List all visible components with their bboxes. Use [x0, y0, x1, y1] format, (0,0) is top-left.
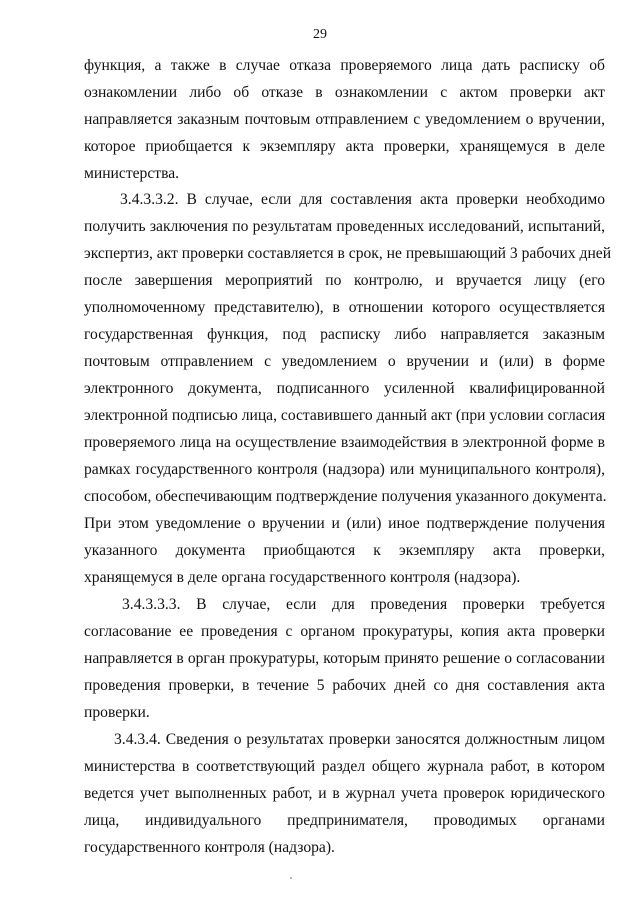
- text-line: 3.4.3.3.3. В случае, если для проведения проверки требуется: [122, 596, 605, 613]
- text-line: электронной подписью лица, составившего данный акт (при условии согласия: [84, 407, 606, 424]
- page-number: 29: [313, 27, 327, 42]
- text-line: проверяемого лица на осуществление взаимодействия в электронной форме в: [84, 434, 605, 451]
- text-line: которое приобщается к экземпляру акта проверки, хранящемуся в деле: [84, 138, 605, 155]
- text-line: направляется заказным почтовым отправлением с уведомлением о вручении,: [84, 111, 605, 128]
- text-line: государственного контроля (надзора).: [84, 839, 335, 856]
- text-line: проведения проверки, в течение 5 рабочих дней со дня составления акта: [84, 677, 605, 694]
- text-line: после завершения мероприятий по контролю, и вручается лицу (его: [84, 272, 605, 289]
- text-line: рамках государственного контроля (надзора) или муниципального контроля),: [84, 461, 605, 478]
- text-line: лица, индивидуального предпринимателя, проводимых органами: [84, 812, 605, 829]
- text-line: министерства.: [84, 165, 180, 182]
- text-line: При этом уведомление о вручении и (или) иное подтверждение получения: [84, 515, 605, 532]
- text-line: согласование ее проведения с органом прокуратуры, копия акта проверки: [84, 623, 605, 640]
- text-line: получить заключения по результатам проведенных исследований, испытаний,: [84, 218, 605, 235]
- text-line: ознакомлении либо об отказе в ознакомлении с актом проверки акт: [84, 84, 605, 101]
- text-line: экспертиз, акт проверки составляется в срок, не превышающий 3 рабочих дней: [84, 245, 612, 262]
- text-line: 3.4.3.4. Сведения о результатах проверки заносятся должностным лицом: [114, 731, 605, 748]
- text-line: способом, обеспечивающим подтверждение получения указанного документа.: [84, 488, 607, 505]
- text-line: указанного документа приобщаются к экземпляру акта проверки,: [84, 542, 605, 559]
- text-line: министерства в соответствующий раздел общего журнала работ, в котором: [84, 758, 605, 775]
- text-line: хранящемуся в деле органа государственного контроля (надзора).: [84, 569, 521, 586]
- text-line: направляется в орган прокуратуры, которым принято решение о согласовании: [84, 650, 605, 667]
- scan-speck: [290, 877, 292, 879]
- text-line: уполномоченному представителю), в отношении которого осуществляется: [84, 299, 605, 316]
- text-line: почтовым отправлением с уведомлением о вручении и (или) в форме: [84, 353, 605, 370]
- text-line: ведется учет выполненных работ, и в журнал учета проверок юридического: [84, 785, 605, 802]
- text-line: проверки.: [84, 704, 150, 721]
- text-line: государственная функция, под расписку либо направляется заказным: [84, 326, 605, 343]
- text-line: 3.4.3.3.2. В случае, если для составления акта проверки необходимо: [120, 191, 605, 208]
- text-line: функция, а также в случае отказа проверяемого лица дать расписку об: [84, 57, 605, 74]
- text-line: электронного документа, подписанного усиленной квалифицированной: [84, 380, 605, 397]
